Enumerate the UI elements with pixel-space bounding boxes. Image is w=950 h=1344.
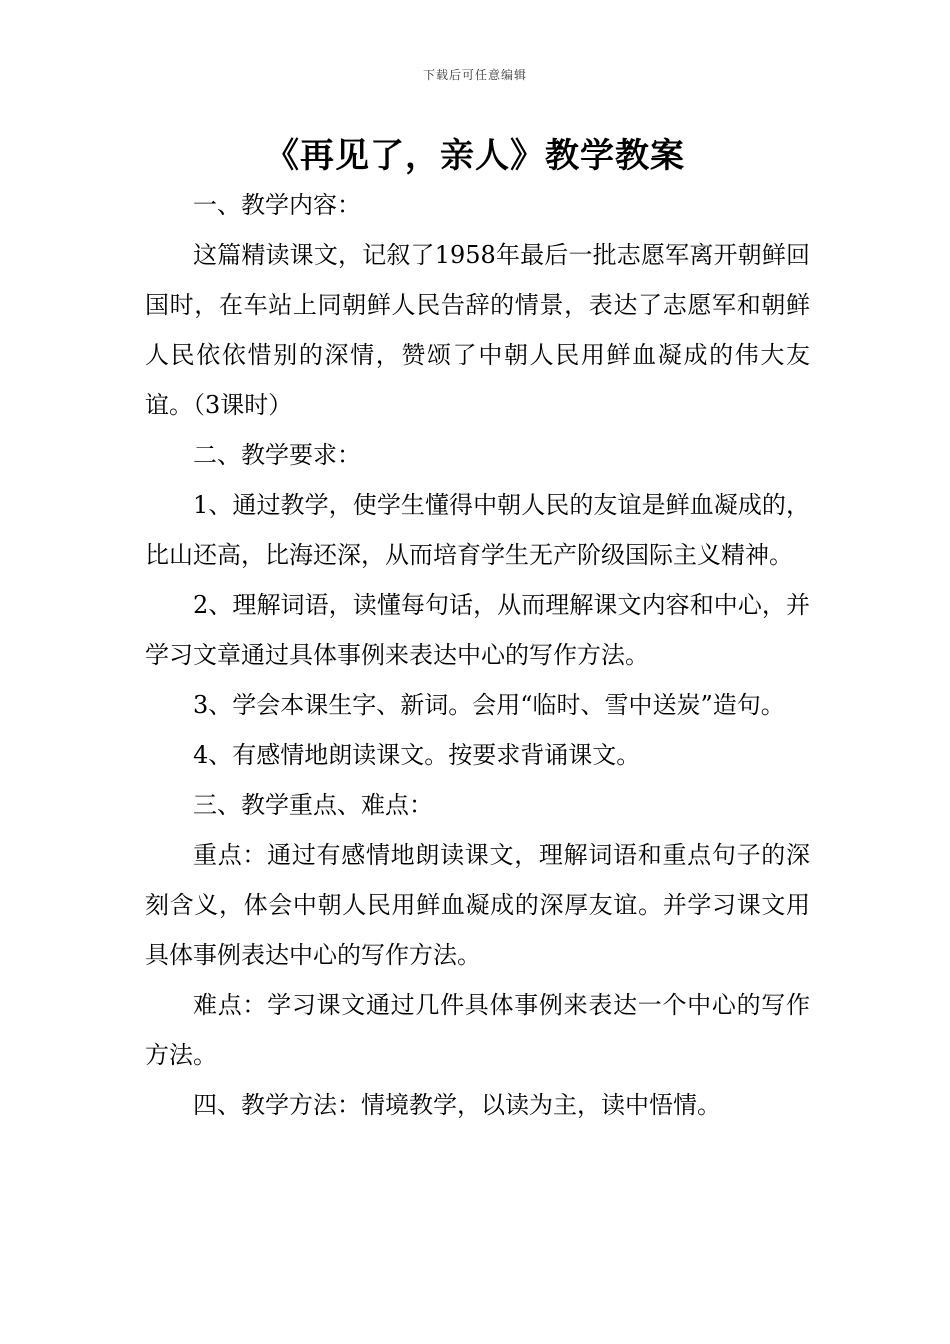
paragraph-difficult-point: 难点：学习课文通过几件具体事例来表达一个中心的写作方法。 — [145, 991, 810, 1069]
paragraph-content-summary: 这篇精读课文，记叙了1958年最后一批志愿军离开朝鲜回国时，在车站上同朝鲜人民告辞的情景，表达了志愿军和朝鲜人民依依惜别的深情，赞颂了中朝人民用鲜血凝成的伟大友谊。（3课时） — [145, 241, 810, 419]
section-heading-methods: 四、教学方法：情境教学，以读为主，读中悟情。 — [193, 1091, 721, 1119]
section-heading-requirements: 二、教学要求： — [193, 441, 361, 469]
requirement-item-2: 2、理解词语，读懂每句话，从而理解课文内容和中心，并学习文章通过具体事例来表达中心的写作方法。 — [145, 591, 810, 669]
header-note: 下载后可任意编辑 — [422, 68, 527, 82]
section-heading-content: 一、教学内容： — [193, 191, 361, 219]
document-body — [145, 180, 810, 1130]
requirement-item-3: 3、学会本课生字、新词。会用“临时、雪中送炭”造句。 — [193, 691, 785, 719]
requirement-item-4: 4、有感情地朗读课文。按要求背诵课文。 — [193, 741, 641, 769]
document-title: 《再见了，亲人》教学教案 — [265, 136, 685, 176]
section-heading-key-points: 三、教学重点、难点： — [193, 791, 433, 819]
paragraph-key-point: 重点：通过有感情地朗读课文，理解词语和重点句子的深刻含义，体会中朝人民用鲜血凝成的深厚友谊。并学习课文用具体事例表达中心的写作方法。 — [145, 841, 810, 969]
requirement-item-1: 1、通过教学，使学生懂得中朝人民的友谊是鲜血凝成的，比山还高，比海还深，从而培育学生无产阶级国际主义精神。 — [145, 491, 810, 569]
